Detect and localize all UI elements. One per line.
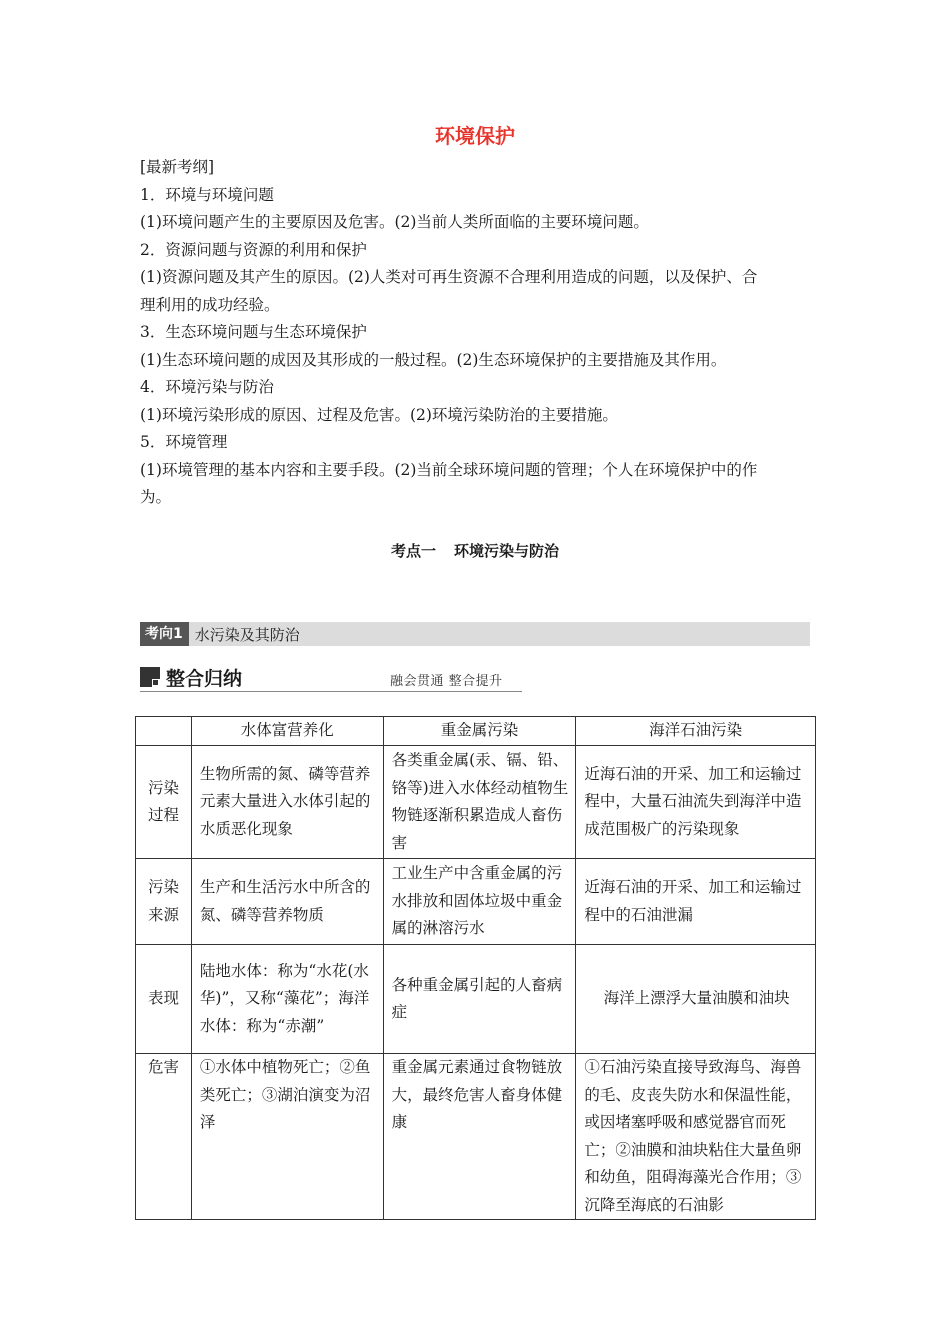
outline-line: (1)资源问题及其产生的原因。(2)人类对可再生资源不合理利用造成的问题，以及保护、合 (140, 268, 758, 286)
syllabus-outline (140, 154, 815, 512)
table-cell: 近海石油的开采、加工和运输过程中，大量石油流失到海洋中造成范围极广的污染现象 (576, 746, 816, 859)
table-row (136, 945, 816, 1054)
outline-line: 理利用的成功经验。 (140, 295, 280, 314)
row-head-line: 过程 (147, 806, 179, 824)
table-cell: ①石油污染直接导致海鸟、海兽的毛、皮丧失防水和保温性能，或因堵塞呼吸和感觉器官而死亡；②油膜和油块粘住大量鱼卵和幼鱼，阻碍海藻光合作用；③沉降至海底的石油影 (576, 1054, 816, 1220)
table-cell: ①水体中植物死亡；②鱼类死亡；③湖泊演变为沼泽 (191, 1054, 383, 1220)
row-head-line: 污染 (147, 778, 179, 797)
row-head-line: 危害 (147, 1058, 179, 1076)
outline-line: 3．生态环境问题与生态环境保护 (140, 323, 367, 341)
row-head-line: 表现 (147, 989, 179, 1008)
outline-line: 1．环境与环境问题 (140, 185, 274, 204)
table-row (136, 859, 816, 945)
outline-line: (1)环境管理的基本内容和主要手段。(2)当前全球环境问题的管理；个人在环境保护中的作 (140, 460, 758, 479)
topic-bar (140, 622, 810, 646)
table-cell: 各种重金属引起的人畜病症 (383, 945, 576, 1054)
section-name: 环境污染与防治 (454, 542, 560, 560)
table-cell: 近海石油的开采、加工和运输过程中的石油泄漏 (576, 859, 816, 945)
table-cell: 工业生产中含重金属的污水排放和固体垃圾中重金属的淋溶污水 (383, 859, 576, 945)
square-block-icon (140, 667, 160, 687)
row-head (136, 1054, 192, 1220)
table-cell: 生产和生活污水中所含的氮、磷等营养物质 (191, 859, 383, 945)
summary-underline (140, 691, 522, 692)
outline-label: [最新考纲] (140, 158, 215, 176)
outline-line: (1)环境污染形成的原因、过程及危害。(2)环境污染防治的主要措施。 (140, 405, 618, 424)
row-head (136, 746, 192, 859)
page-title: 环境保护 (435, 124, 515, 148)
table-cell: 各类重金属(汞、镉、铅、铬等)进入水体经动植物生物链逐渐积累造成人畜伤害 (383, 746, 576, 859)
row-head-line: 来源 (147, 905, 179, 924)
outline-line: (1)生态环境问题的成因及其形成的一般过程。(2)生态环境保护的主要措施及其作用。 (140, 350, 727, 369)
outline-line: 为。 (140, 488, 172, 506)
outline-line: 5．环境管理 (140, 433, 228, 451)
table-cell: 陆地水体：称为“水花(水华)”，又称“藻花”；海洋水体：称为“赤潮” (191, 945, 383, 1054)
table-row (136, 1054, 816, 1220)
pollution-table (135, 716, 816, 1220)
section-label: 考点一 (390, 542, 436, 560)
outline-line: (1)环境问题产生的主要原因及危害。(2)当前人类所面临的主要环境问题。 (140, 213, 649, 231)
table-cell: 海洋上漂浮大量油膜和油块 (576, 945, 816, 1054)
summary-title: 整合归纳 (166, 668, 243, 690)
header-cell: 水体富营养化 (191, 717, 383, 746)
table-row (136, 746, 816, 859)
summary-header (140, 664, 522, 692)
section-heading (0, 540, 950, 561)
summary-subtitle: 融会贯通 整合提升 (390, 674, 503, 689)
row-head-line: 污染 (147, 878, 179, 896)
table-cell: 生物所需的氮、磷等营养元素大量进入水体引起的水质恶化现象 (191, 746, 383, 859)
header-cell: 重金属污染 (383, 717, 576, 746)
outline-line: 2．资源问题与资源的利用和保护 (140, 240, 367, 259)
topic-text: 水污染及其防治 (194, 625, 300, 644)
header-cell-empty (136, 717, 192, 746)
topic-tag: 考向1 (140, 622, 189, 646)
header-cell: 海洋石油污染 (576, 717, 816, 746)
row-head (136, 859, 192, 945)
outline-line: 4．环境污染与防治 (140, 378, 274, 396)
row-head (136, 945, 192, 1054)
table-cell: 重金属元素通过食物链放大，最终危害人畜身体健康 (383, 1054, 576, 1220)
table-header-row (136, 717, 816, 746)
